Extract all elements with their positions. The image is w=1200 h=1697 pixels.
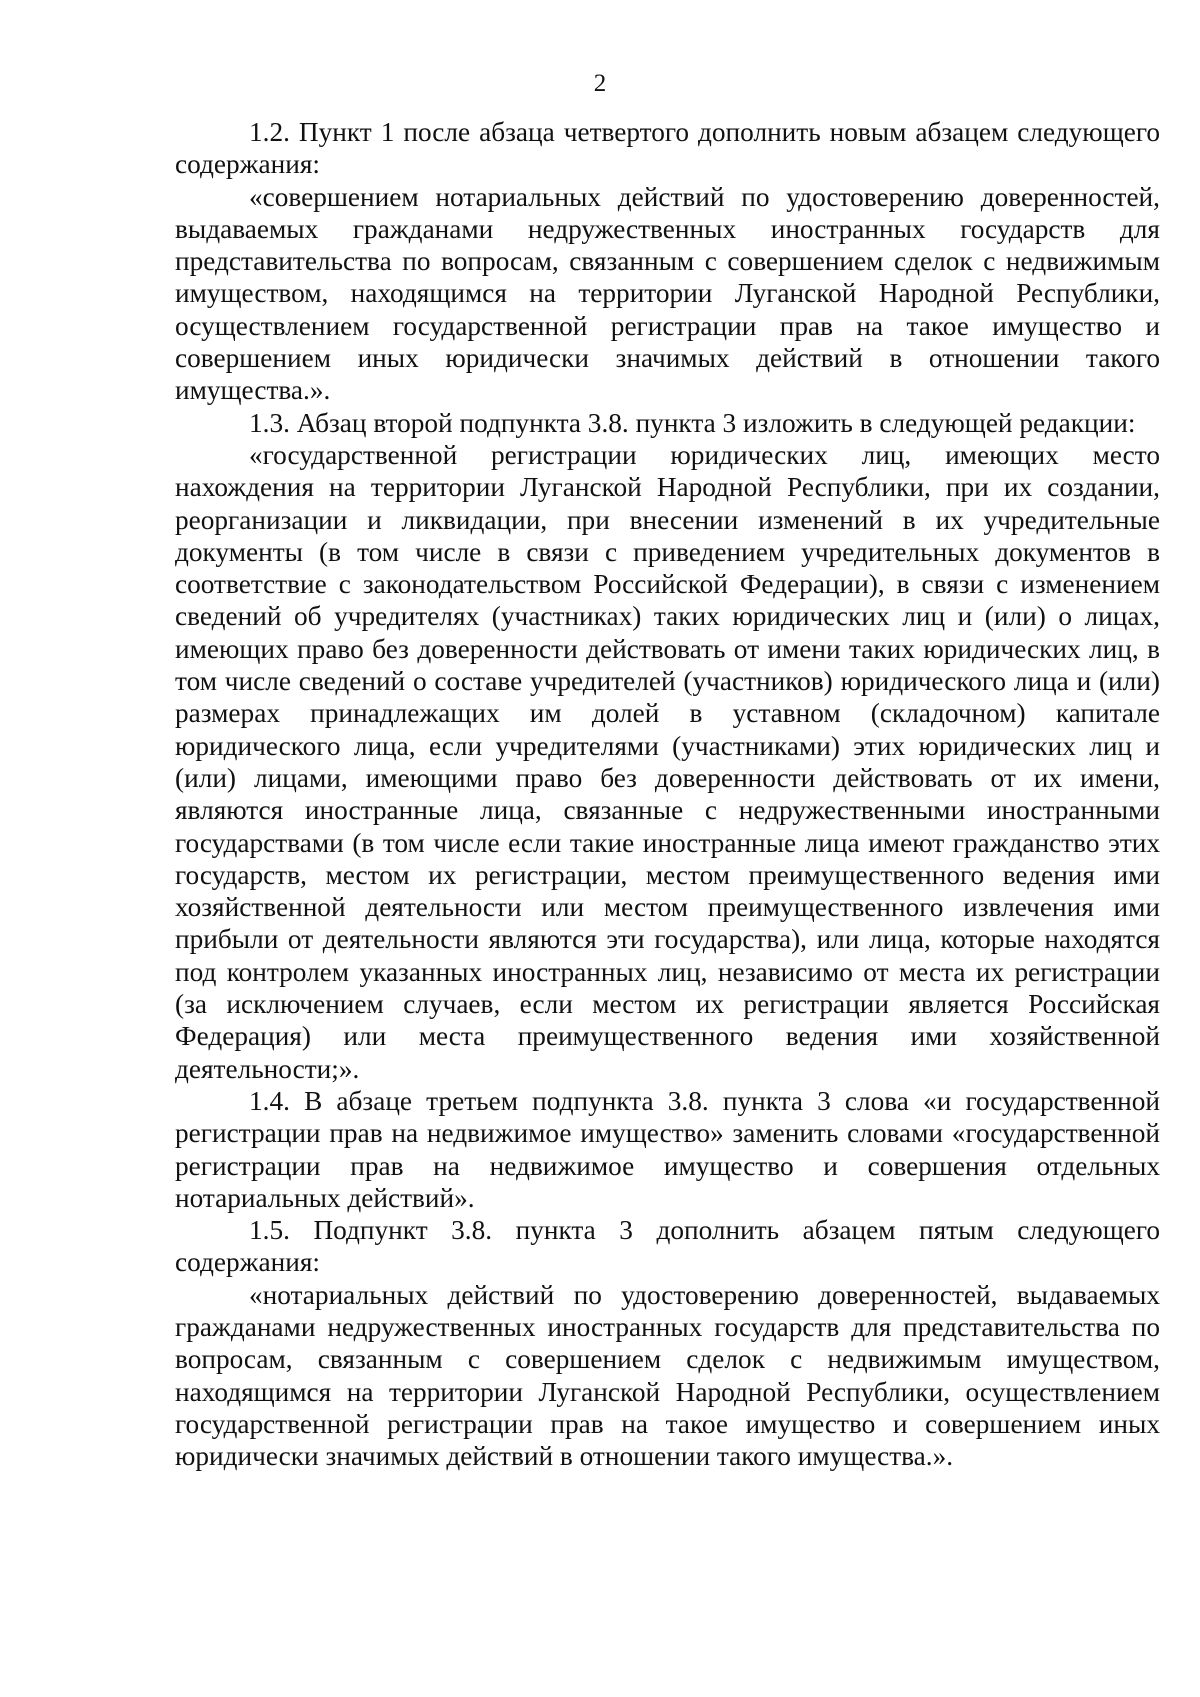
paragraph-1-5-quote: «нотариальных действий по удостоверению доверенностей, выдаваемых гражданами недружественных иностранных государств для представительства по вопросам, связанным с совершением сделок с недвижимым имуществом, находящимся на территории Луганской Народной Республики, осуществлением государственной регистрации прав на такое имущество и совершением иных юридически значимых действий в отношении такого имущества.».	[175, 1279, 1160, 1472]
paragraph-1-5: 1.5. Подпункт 3.8. пункта 3 дополнить абзацем пятым следующего содержания:	[175, 1215, 1160, 1278]
paragraph-1-4: 1.4. В абзаце третьем подпункта 3.8. пункта 3 слова «и государственной регистрации прав на недвижимое имущество» заменить словами «государственной регистрации прав на недвижимое имущество и совершения отдельных нотариальных действий».	[175, 1085, 1160, 1213]
document-body	[175, 116, 1160, 1472]
paragraph-1-3: 1.3. Абзац второй подпункта 3.8. пункта 3 изложить в следующей редакции:	[249, 407, 1136, 438]
paragraph-1-3-quote: «государственной регистрации юридических лиц, имеющих место нахождения на территории Луганской Народной Республики, при их создании, реорганизации и ликвидации, при внесении изменений в их учредительные документы (в том числе в связи с приведением учредительных документов в соответствие с законодательством Российской Федерации), в связи с изменением сведений об учредителях (участниках) таких юридических лиц и (или) о лицах, имеющих право без доверенности действовать от имени таких юридических лиц, в том числе сведений о составе учредителей (участников) юридического лица и (или) размерах принадлежащих им долей в уставном (складочном) капитале юридического лица, если учредителями (участниками) этих юридических лиц и (или) лицами, имеющими право без доверенности действовать от их имени, являются иностранные лица, связанные с недружественными иностранными государствами (в том числе если такие иностранные лица имеют гражданство этих государств, местом их регистрации, местом преимущественного ведения ими хозяйственной деятельности или местом преимущественного извлечения ими прибыли от деятельности являются эти государства), или лица, которые находятся под контролем указанных иностранных лиц, независимо от места их регистрации (за исключением случаев, если местом их регистрации является Российская Федерация) или места преимущественного ведения ими хозяйственной деятельности;».	[175, 439, 1160, 1084]
paragraph-1-2-quote: «совершением нотариальных действий по удостоверению доверенностей, выдаваемых гражданами недружественных иностранных государств для представительства по вопросам, связанным с совершением сделок с недвижимым имуществом, находящимся на территории Луганской Народной Республики, осуществлением государственной регистрации прав на такое имущество и совершением иных юридически значимых действий в отношении такого имущества.».	[175, 181, 1160, 406]
page-number: 2	[593, 70, 607, 97]
paragraph-1-2: 1.2. Пункт 1 после абзаца четвертого дополнить новым абзацем следующего содержания:	[175, 117, 1160, 180]
